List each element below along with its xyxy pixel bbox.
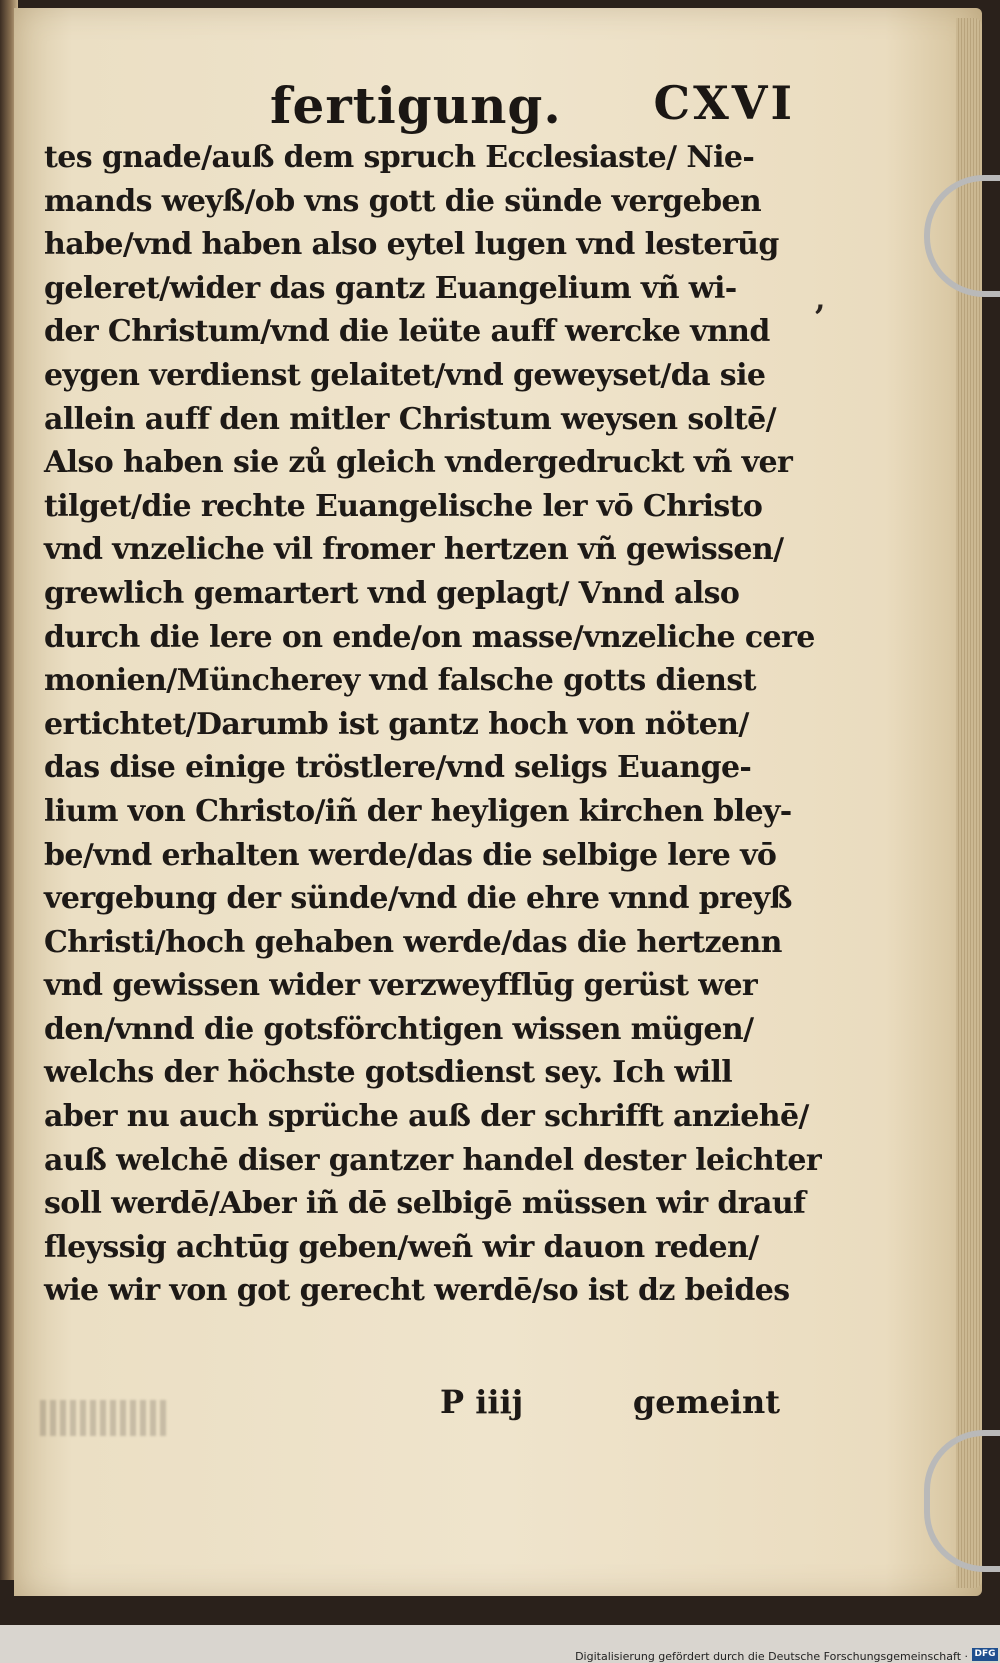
text-line: be/vnd erhalten werde/das die selbige lere vō <box>44 837 777 873</box>
text-line: soll werdē/Aber iñ dē selbigē müssen wir drauf <box>44 1186 806 1222</box>
catchword: gemeint <box>632 1383 780 1421</box>
text-line: monien/Müncherey vnd falsche gotts dienst <box>44 663 756 699</box>
text-line: den/vnnd die gotsförchtigen wissen mügen/ <box>44 1011 754 1047</box>
text-line: allein auff den mitler Christum weysen soltē/ <box>44 401 776 437</box>
text-line: vergebung der sünde/vnd die ehre vnnd preyß <box>44 881 792 917</box>
dfg-logo-icon: DFG <box>972 1648 998 1661</box>
text-line: mands weyß/ob vns gott die sünde vergeben <box>44 183 762 219</box>
text-line: grewlich gemartert vnd geplagt/ Vnnd also <box>44 575 740 611</box>
text-line: tilget/die rechte Euangelische ler vō Christo <box>44 488 763 524</box>
text-line: das dise einige tröstlere/vnd seligs Euange- <box>44 750 752 786</box>
text-line: eygen verdienst gelaitet/vnd geweyset/da sie <box>44 357 766 393</box>
text-line: welchs der höchste gotsdienst sey. Ich will <box>44 1055 733 1091</box>
text-line: habe/vnd haben also eytel lugen vnd lesterūg <box>44 227 779 263</box>
text-line: tes gnade/auß dem spruch Ecclesiaste/ Nie- <box>44 140 755 175</box>
folio-number: CXVI <box>653 76 795 130</box>
text-line: durch die lere on ende/on masse/vnzeliche cere <box>44 619 815 655</box>
faint-stamp-mark <box>40 1400 170 1436</box>
text-line: Also haben sie zů gleich vndergedruckt vñ ver <box>44 445 793 481</box>
text-line: auß welchē diser gantzer handel dester leichter <box>44 1142 822 1178</box>
page-footer <box>440 1383 800 1433</box>
signature-mark: P iiij <box>440 1383 524 1421</box>
text-line: geleret/wider das gantz Euangelium vñ wi- <box>44 270 737 306</box>
text-line: fleyssig achtūg geben/weñ wir dauon reden/ <box>44 1229 759 1265</box>
text-line: der Christum/vnd die leüte auff wercke vnnd <box>44 314 770 350</box>
text-line: lium von Christo/iñ der heyligen kirchen bley- <box>44 793 792 829</box>
text-line: vnd gewissen wider verzweyfflūg gerüst wer <box>44 968 758 1004</box>
margin-mark: , <box>815 282 826 317</box>
text-line: vnd vnzeliche vil fromer hertzen vñ gewissen/ <box>44 532 784 568</box>
text-line: ertichtet/Darumb ist gantz hoch von nöten/ <box>44 706 749 742</box>
credit-text: Digitalisierung gefördert durch die Deutsche Forschungsgemeinschaft · <box>575 1650 968 1663</box>
page-header <box>270 76 795 136</box>
text-line: Christi/hoch gehaben werde/das die hertzenn <box>44 924 782 960</box>
body-text <box>44 136 822 1313</box>
text-line: aber nu auch sprüche auß der schrifft anziehē/ <box>44 1099 809 1135</box>
running-head: fertigung. <box>270 76 562 135</box>
text-line: wie wir von got gerecht werdē/so ist dz beides <box>44 1273 790 1309</box>
